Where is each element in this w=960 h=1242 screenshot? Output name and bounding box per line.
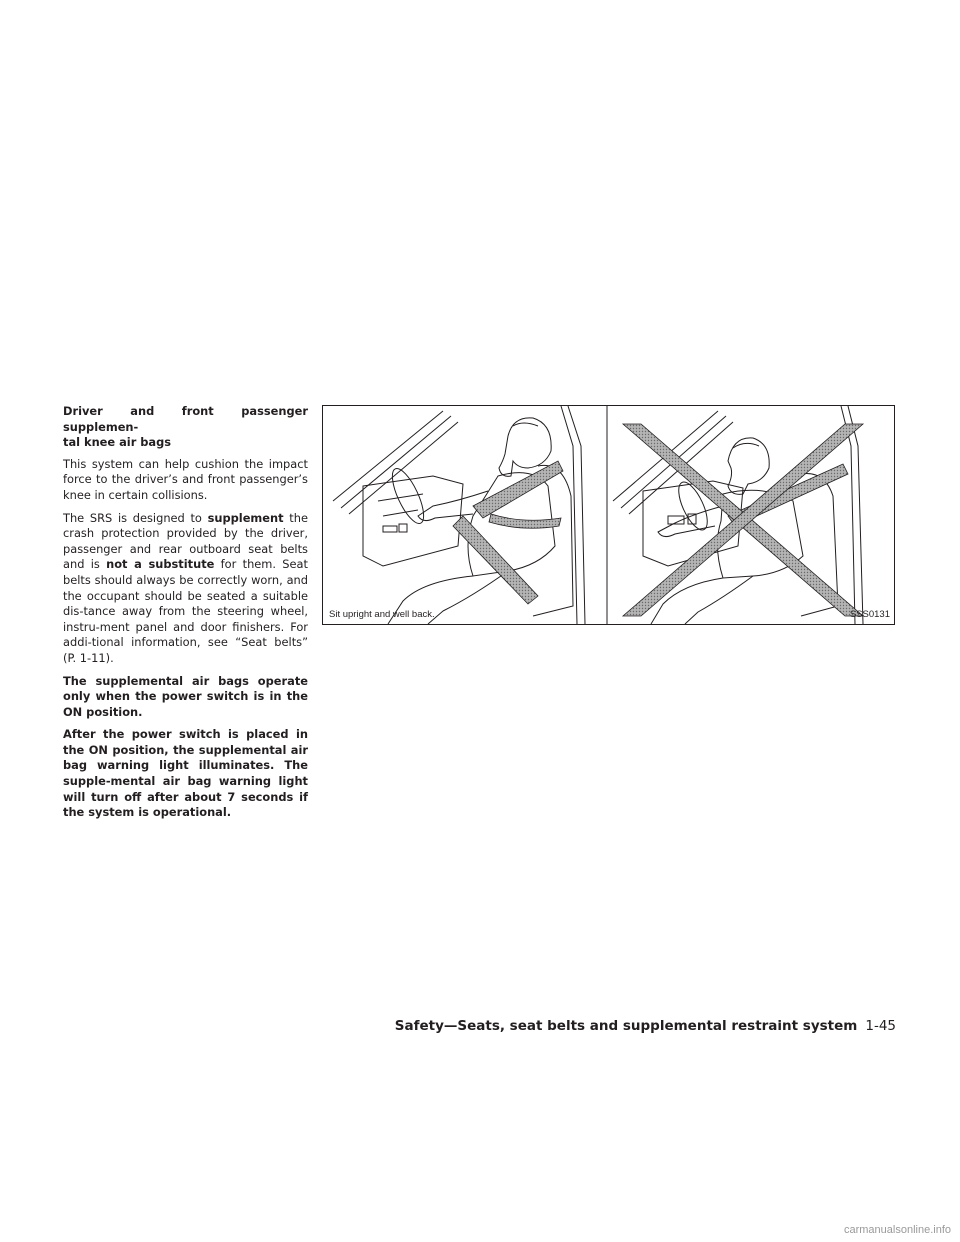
page-footer — [395, 1018, 896, 1034]
p2-text-e: for them. Seat belts should always be correctly worn, and the occupant should be seated a suitable dis‑tance away from the steering wheel, instru‑ment panel and door finishers. For addi‑tional information, see “Seat belts” (P. 1‑11). — [63, 557, 308, 665]
heading-line-2: tal knee air bags — [63, 435, 172, 450]
heading-line-1: Driver and front passenger supplemen‑ — [63, 404, 308, 434]
figure-code: SSS0131 — [849, 609, 890, 620]
p2-text-a: The SRS is designed to — [63, 510, 208, 525]
watermark-text: carmanualsonline.info — [843, 1224, 951, 1236]
left-belt-buckle-strap — [489, 514, 561, 528]
section-heading — [63, 404, 308, 451]
left-panel-drawing — [333, 406, 585, 624]
body-text-column — [63, 404, 308, 828]
seating-illustration — [323, 406, 894, 624]
paragraph-4: After the power switch is placed in the ON position, the supplemental air bag warning light illuminates. The supple‑mental air bag warning light will turn off after about 7 seconds if the system is operational. — [63, 727, 308, 820]
p2-bold-not-substitute: not a substitute — [106, 557, 215, 572]
p2-text-c: the crash protection provided by the driver, passenger and rear outboard seat belts and is — [63, 510, 308, 572]
left-shoulder-belt — [473, 461, 563, 518]
paragraph-1: This system can help cushion the impact force to the driver’s and front passenger’s knee in certain collisions. — [63, 456, 308, 502]
paragraph-3: The supplemental air bags operate only when the power switch is in the ON position. — [63, 673, 308, 719]
footer-section-title: Safety—Seats, seat belts and supplemental restraint system — [394, 1018, 858, 1034]
p2-bold-supplement: supplement — [207, 510, 284, 525]
paragraph-2 — [63, 511, 308, 667]
figure-caption: Sit upright and well back. — [329, 609, 435, 620]
left-lap-belt — [453, 516, 538, 604]
page-number: 1-45 — [865, 1018, 896, 1034]
seating-position-figure — [322, 405, 895, 625]
